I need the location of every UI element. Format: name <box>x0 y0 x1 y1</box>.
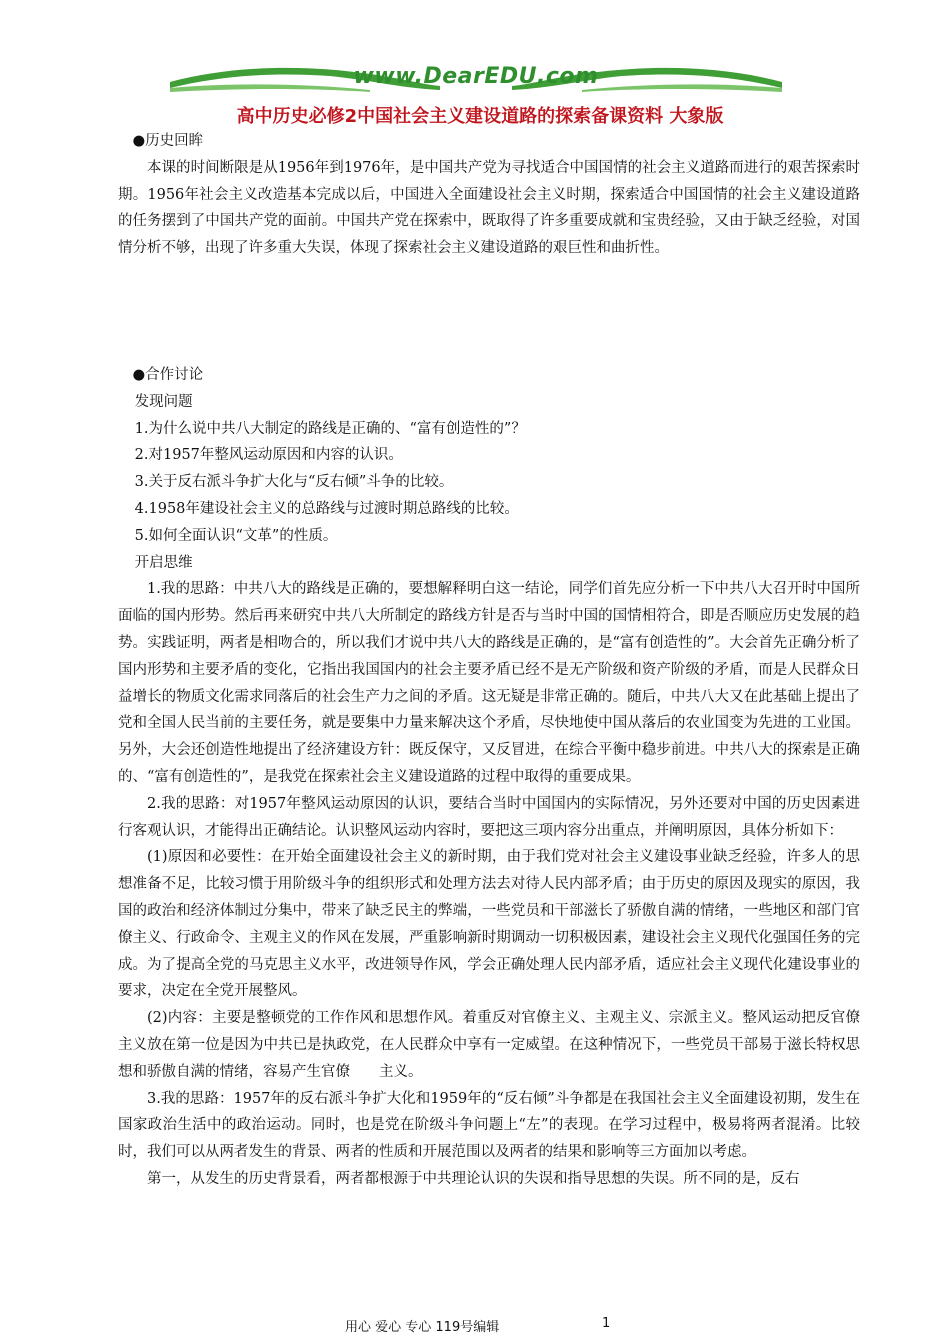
site-logo-text: www.DearEDU.com <box>353 64 599 89</box>
question-item: 2.对1957年整风运动原因和内容的认识。 <box>134 447 403 464</box>
section-cooperative-discussion <box>118 362 860 1193</box>
answer-paragraph: 第一，从发生的历史背景看，两者都根源于中共理论认识的失误和指导思想的失误。所不同的是，反右 <box>147 1170 800 1187</box>
answer-paragraph: 1.我的思路：中共八大的路线是正确的，要想解释明白这一结论，同学们首先应分析一下中共八大召开时中国所面临的国内形势。然后再来研究中共八大所制定的路线方针是否与当时中国的国情相符合，即是否顺应历史发展的趋势。实践证明，两者是相吻合的，所以我们才说中共八大的路线是正确的，是“富有创造性的”。大会首先正确分析了国内形势和主要矛盾的变化，它指出我国国内的社会主要矛盾已经不是无产阶级和资产阶级的矛盾，而是人民群众日益增长的物质文化需求同落后的社会生产力之间的矛盾。这无疑是非常正确的。随后，中共八大又在此基础上提出了党和全国人民当前的主要任务，就是要集中力量来解决这个矛盾，尽快地使中国从落后的农业国变为先进的工业国。另外，大会还创造性地提出了经济建设方针：既反保守，又反冒进，在综合平衡中稳步前进。中共八大的探索是正确的、“富有创造性的”，是我党在探索社会主义建设道路的过程中取得的重要成果。 <box>118 581 860 785</box>
question-item: 5.如何全面认识“文革”的性质。 <box>134 527 338 544</box>
subheading-questions: 发现问题 <box>134 393 193 410</box>
section-heading: ●合作讨论 <box>132 367 204 383</box>
subheading-thinking: 开启思维 <box>134 554 193 571</box>
section-heading: ●历史回眸 <box>132 133 204 149</box>
answer-paragraph: 3.我的思路：1957年的反右派斗争扩大化和1959年的“反右倾”斗争都是在我国社会主义全面建设初期，发生在国家政治生活中的政治运动。同时，也是党在阶级斗争问题上“左”的表现。在学习过程中，极易将两者混淆。比较时，我们可以从两者发生的背景、两者的性质和开展范围以及两者的结果和影响等三方面加以考虑。 <box>118 1090 860 1161</box>
footer-credit: 用心 爱心 专心 119号编辑 <box>345 1320 500 1335</box>
question-item: 1.为什么说中共八大制定的路线是正确的、“富有创造性的”？ <box>134 420 526 437</box>
document-title: 高中历史必修2中国社会主义建设道路的探索备课资料 大象版 <box>236 106 724 127</box>
page-number: 1 <box>602 1316 611 1331</box>
answer-paragraph: (1)原因和必要性：在开始全面建设社会主义的新时期，由于我们党对社会主义建设事业缺乏经验，许多人的思想准备不足，比较习惯于用阶级斗争的组织形式和处理方法去对待人民内部矛盾；由于历史的原因及现实的原因，我国的政治和经济体制过分集中，带来了缺乏民主的弊端，一些党员和干部滋长了骄傲自满的情绪，一些地区和部门官僚主义、行政命令、主观主义的作风在发展，严重影响新时期调动一切积极因素，建设社会主义现代化强国任务的完成。为了提高全党的马克思主义水平，改进领导作风，学会正确处理人民内部矛盾，适应社会主义现代化建设事业的要求，决定在全党开展整风。 <box>118 849 860 1000</box>
body-paragraph: 本课的时间断限是从1956年到1976年，是中国共产党为寻找适合中国国情的社会主义道路而进行的艰苦探索时期。1956年社会主义改造基本完成以后，中国进入全面建设社会主义时期，探索适合中国国情的社会主义建设道路的任务摆到了中国共产党的面前。中国共产党在探索中，既取得了许多重要成就和宝贵经验，又由于缺乏经验，对国情分析不够，出现了许多重大失误，体现了探索社会主义建设道路的艰巨性和曲折性。 <box>118 159 860 257</box>
question-item: 3.关于反右派斗争扩大化与“反右倾”斗争的比较。 <box>134 474 454 491</box>
answer-paragraph: 2.我的思路：对1957年整风运动原因的认识，要结合当时中国国内的实际情况，另外还要对中国的历史因素进行客观认识，才能得出正确结论。认识整风运动内容时，要把这三项内容分出重点，并阐明原因，具体分析如下： <box>118 795 860 839</box>
question-item: 4.1958年建设社会主义的总路线与过渡时期总路线的比较。 <box>134 500 519 517</box>
answer-paragraph: (2)内容：主要是整顿党的工作作风和思想作风。着重反对官僚主义、主观主义、宗派主义。整风运动把反官僚主义放在第一位是因为中共已是执政党，在人民群众中享有一定威望。在这种情况下，一些党员干部易于滋长特权思想和骄傲自满的情绪，容易产生官僚 主义。 <box>118 1010 860 1080</box>
section-history-review <box>118 128 860 262</box>
site-banner <box>170 58 782 98</box>
